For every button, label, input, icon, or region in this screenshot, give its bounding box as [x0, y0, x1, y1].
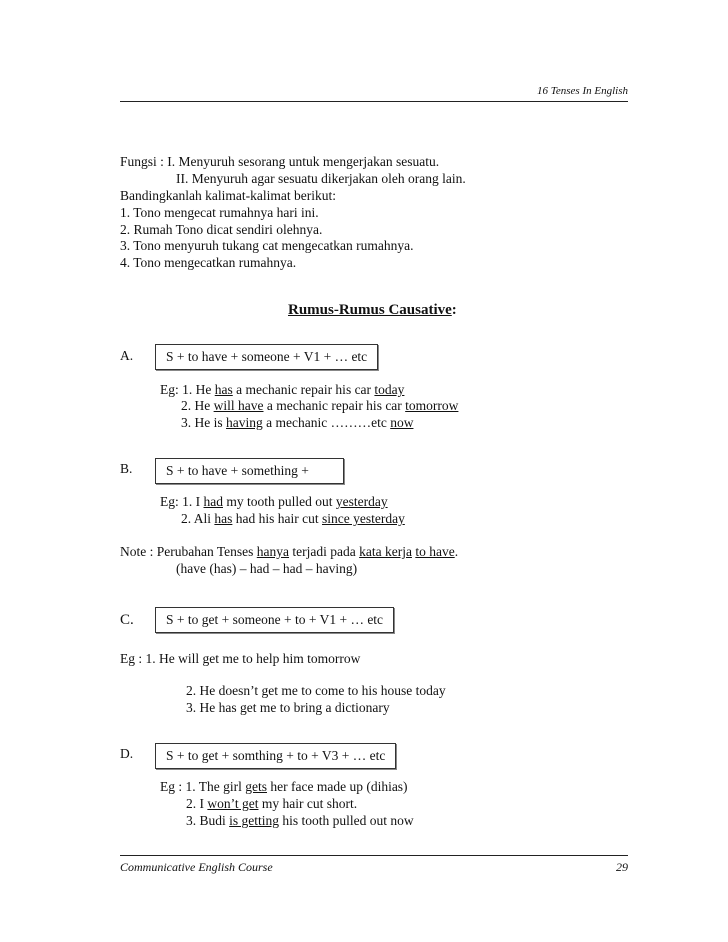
- heading-text: Rumus-Rumus Causative: [288, 302, 452, 318]
- footer-course: Communicative English Course: [120, 860, 273, 874]
- header-rule: [120, 101, 628, 102]
- example-a-2: 2. He will have a mechanic repair his car tomorrow: [181, 398, 459, 413]
- example-a-3: 3. He is having a mechanic ………etc now: [181, 415, 414, 430]
- example-c-3: 3. He has get me to bring a dictionary: [186, 700, 390, 715]
- note-line-1: Note : Perubahan Tenses hanya terjadi pada kata kerja to have.: [120, 544, 459, 559]
- formula-box-c: S + to get + someone + to + V1 + … etc: [155, 607, 394, 633]
- fungsi-line-2: II. Menyuruh agar sesuatu dikerjakan oleh orang lain.: [176, 171, 466, 186]
- compare-item-1: 1. Tono mengecat rumahnya hari ini.: [120, 205, 319, 220]
- note-line-2: (have (has) – had – had – having): [176, 561, 358, 576]
- compare-item-2: 2. Rumah Tono dicat sendiri olehnya.: [120, 222, 323, 237]
- heading-colon: :: [451, 302, 457, 318]
- section-a-label: A.: [120, 348, 134, 363]
- compare-item-4: 4. Tono mengecatkan rumahnya.: [120, 255, 297, 270]
- fungsi-line-1: Fungsi : I. Menyuruh sesorang untuk mengerjakan sesuatu.: [120, 154, 440, 169]
- example-b-2: 2. Ali has had his hair cut since yesterday: [181, 511, 405, 526]
- running-header: 16 Tenses In English: [537, 85, 628, 97]
- example-c-1: Eg : 1. He will get me to help him tomorrow: [120, 651, 361, 666]
- section-d-label: D.: [120, 746, 134, 761]
- example-d-1: Eg : 1. The girl gets her face made up (dihias): [160, 779, 408, 794]
- example-c-2: 2. He doesn’t get me to come to his house today: [186, 683, 446, 698]
- example-b-1: Eg: 1. I had my tooth pulled out yesterday: [160, 494, 388, 509]
- page-number: 29: [616, 860, 628, 874]
- section-heading: [288, 302, 457, 319]
- compare-item-3: 3. Tono menyuruh tukang cat mengecatkan rumahnya.: [120, 238, 414, 253]
- section-c-label: C.: [120, 612, 134, 628]
- formula-box-d: S + to get + somthing + to + V3 + … etc: [155, 743, 396, 769]
- compare-intro: Bandingkanlah kalimat-kalimat berikut:: [120, 188, 336, 203]
- section-b-label: B.: [120, 461, 133, 476]
- example-d-2: 2. I won’t get my hair cut short.: [186, 796, 358, 811]
- example-a-1: Eg: 1. He has a mechanic repair his car today: [160, 382, 405, 397]
- formula-box-b: S + to have + something +: [155, 458, 344, 484]
- example-d-3: 3. Budi is getting his tooth pulled out now: [186, 813, 414, 828]
- footer-rule: [120, 855, 628, 856]
- formula-box-a: S + to have + someone + V1 + … etc: [155, 344, 378, 370]
